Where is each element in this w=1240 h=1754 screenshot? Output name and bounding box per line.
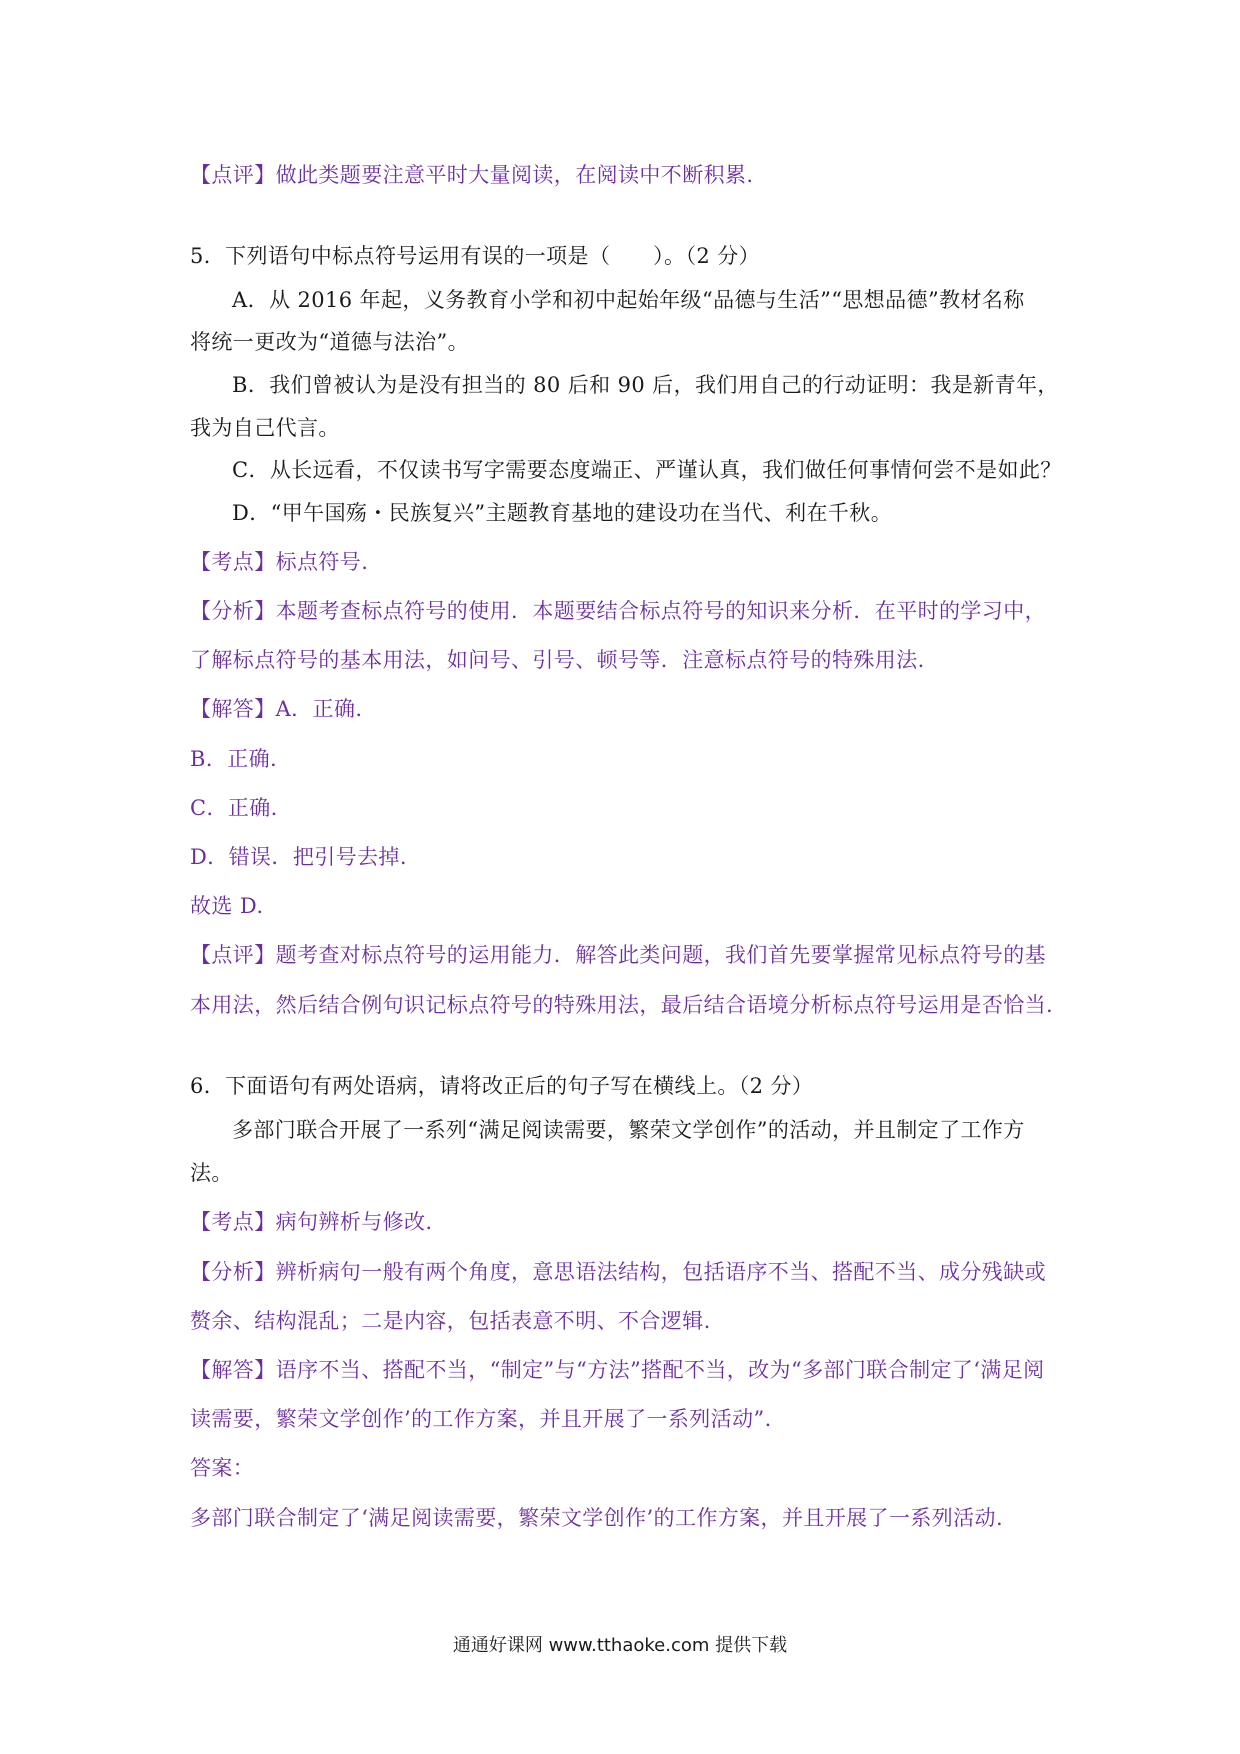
top-review: 【点评】做此类题要注意平时大量阅读，在阅读中不断积累. (190, 163, 754, 187)
q6-text-line1: 多部门联合开展了一系列“满足阅读需要，繁荣文学创作”的活动，并且制定了工作方 (232, 1118, 1025, 1142)
q5-option-b-line1: B．我们曾被认为是没有担当的 80 后和 90 后，我们用自己的行动证明：我是新青年， (232, 373, 1059, 397)
q6-fenxi-line2: 赘余、结构混乱；二是内容，包括表意不明、不合逻辑. (190, 1309, 711, 1333)
q5-dianping-line1: 【点评】题考查对标点符号的运用能力．解答此类问题，我们首先要掌握常见标点符号的基 (190, 943, 1046, 967)
page-footer: 通通好课网 www.tthaoke.com 提供下载 (452, 1635, 788, 1656)
q6-jieda-line2: 读需要，繁荣文学创作’的工作方案，并且开展了一系列活动”. (190, 1407, 772, 1431)
q5-fenxi-line2: 了解标点符号的基本用法，如问号、引号、顿号等．注意标点符号的特殊用法. (190, 648, 925, 672)
q5-jieda-a: 【解答】A．正确. (190, 697, 363, 721)
q5-kaodian: 【考点】标点符号. (190, 550, 369, 574)
q5-jieda-d: D．错误．把引号去掉. (190, 845, 407, 869)
q5-jieda-c: C．正确. (190, 796, 278, 820)
q6-answer-text: 多部门联合制定了‘满足阅读需要，繁荣文学创作’的工作方案，并且开展了一系列活动. (190, 1506, 1004, 1530)
q5-stem: 5．下列语句中标点符号运用有误的一项是（ ）。（2 分） (190, 244, 760, 268)
q6-stem: 6．下面语句有两处语病，请将改正后的句子写在横线上。（2 分） (190, 1074, 814, 1098)
q6-kaodian: 【考点】病句辨析与修改. (190, 1210, 433, 1234)
q5-guxuan: 故选 D. (190, 894, 264, 918)
q6-answer-label: 答案： (190, 1456, 255, 1480)
q5-jieda-b: B．正确. (190, 747, 278, 771)
q5-option-a-line2: 将统一更改为“道德与法治”。 (190, 330, 470, 354)
q6-text-line2: 法。 (190, 1161, 233, 1185)
q5-option-c: C．从长远看，不仅读书写字需要态度端正、严谨认真，我们做任何事情何尝不是如此？ (232, 458, 1062, 482)
q6-jieda-line1: 【解答】语序不当、搭配不当，“制定”与“方法”搭配不当，改为“多部门联合制定了‘满足阅 (190, 1358, 1045, 1382)
q5-dianping-line2: 本用法，然后结合例句识记标点符号的特殊用法，最后结合语境分析标点符号运用是否恰当. (190, 993, 1054, 1017)
q5-option-a-line1: A．从 2016 年起，义务教育小学和初中起始年级“品德与生活”“思想品德”教材名称 (232, 288, 1025, 312)
q5-option-b-line2: 我为自己代言。 (190, 416, 340, 440)
q6-fenxi-line1: 【分析】辨析病句一般有两个角度，意思语法结构，包括语序不当、搭配不当、成分残缺或 (190, 1260, 1046, 1284)
q5-option-d: D．“甲午国殇・民族复兴”主题教育基地的建设功在当代、利在千秋。 (232, 501, 893, 525)
q5-fenxi-line1: 【分析】本题考查标点符号的使用．本题要结合标点符号的知识来分析．在平时的学习中， (190, 599, 1046, 623)
